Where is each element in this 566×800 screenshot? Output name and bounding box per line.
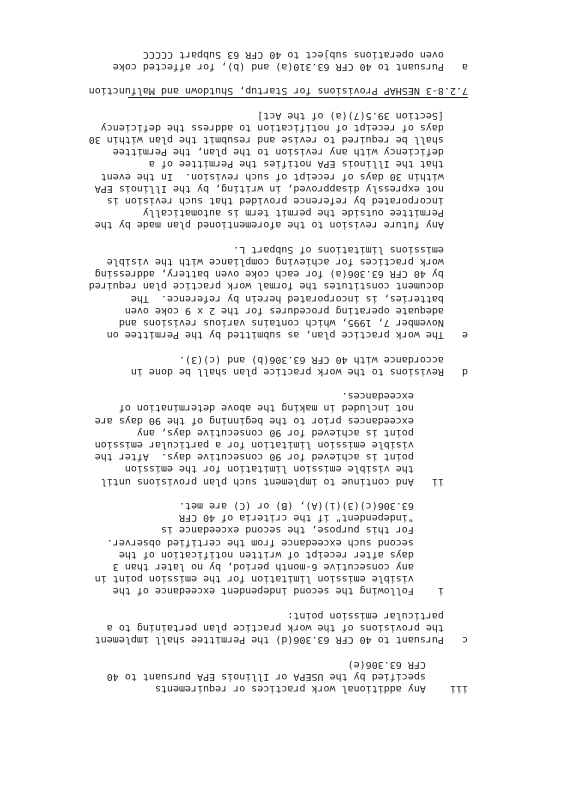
text-line: the visible emission limitation for the emission (124, 463, 468, 475)
text-line: e The work practice plan, as submitted by the Permittee on (106, 329, 468, 341)
text-line: a Pursuant to 40 CFR 63.310(a) and (b), for affected coke (112, 60, 468, 72)
text-line: d Revisions to the work practice plan shall be done in (130, 365, 468, 377)
text-line: Permittee outside the permit term is automatically (142, 207, 468, 219)
text-line: days after receipt of written notification of the (118, 548, 468, 560)
text-line: "independent" if the criteria of 40 CFR (179, 512, 468, 524)
text-line: emissions limitations of Subpart L. (233, 243, 468, 255)
text-line: point is achieved for 90 consecutive days, any (136, 426, 468, 438)
text-line: second such exceedance from the certified observer. (106, 536, 468, 548)
text-line: days of receipt of notification to address the deficiency (100, 121, 468, 133)
text-line: For this purpose, the second exceedance is (160, 524, 468, 536)
text-line: ii And continue to implement such plan provisions until (100, 475, 468, 487)
text-line: November 7, 1995, which contains various revisions and (118, 317, 468, 328)
text-line: not expressly disapproved, in writing, by the Illinois EPA (94, 182, 468, 194)
text-line: adequate operating procedures for the 2 x 9 coke oven (124, 304, 468, 316)
text-line: particular emission point: (287, 609, 468, 621)
text-line: 7.2.8-3 NESHAP Provisions for Startup, Shutdown and Malfunction (88, 85, 468, 97)
text-line: [Section 39.5(7)(a) of the Act] (257, 109, 468, 121)
text-line: accordance with 40 CFR 63.306(b) and (c)(3). (179, 353, 468, 365)
text-line: deficiency with any revision to the plan, the Permittee (112, 146, 468, 158)
text-line: c Pursuant to 40 CFR 63.306(d) the Permittee shall implement (94, 634, 468, 646)
text-line: point is achieved for 90 consecutive days. After the (94, 451, 468, 463)
text-line: oven operations subject to 40 CFR 63 Subpart CCCCC (142, 48, 468, 60)
text-line: i Following the second independent exceedance of the (112, 585, 468, 597)
text-line: iii Any additional work practices or requirements (154, 683, 468, 694)
text-line: within 30 days of receipt of such revision. In the event (100, 170, 468, 182)
text-line: that the Illinois EPA notifies the Permittee of a (148, 158, 468, 170)
text-line: CFR 63.306(e) (347, 658, 468, 670)
section-rule (128, 97, 468, 98)
text-line: incorporated by reference provided that such revision is (106, 195, 468, 206)
text-line: batteries, is incorporated herein by reference. The (130, 292, 468, 304)
text-line: exceedances prior to the beginning of the 90 days are (94, 414, 468, 426)
text-line: any consecutive 6-month period, by no later than 3 (112, 561, 468, 572)
text-line: not included in making the above determination of (118, 402, 468, 414)
text-line: specified by the USEPA or Illinois EPA pursuant to 40 (106, 670, 468, 682)
text-line: the provisions of the work practice plan pertaining to a (106, 622, 468, 633)
text-line: visible emission limitation for the emission point in (94, 573, 468, 585)
text-line: Any future revision to the aforementioned plan made by the (94, 219, 468, 231)
text-line: 63.306(c)(3)(i)(A), (B) or (C) are met. (179, 500, 468, 511)
text-line: shall be required to revise and resubmit the plan within 30 (88, 134, 468, 145)
text-line: by 40 CFR 63.306(a) for each coke oven battery, addressing (94, 268, 468, 280)
text-line: document constitutes the formal work practice plan required (88, 280, 468, 292)
text-line: visible emission limitation for a particular emission (94, 439, 468, 450)
text-line: exceedances. (341, 390, 468, 402)
text-line: work practices for achieving compliance with the visible (106, 256, 468, 267)
